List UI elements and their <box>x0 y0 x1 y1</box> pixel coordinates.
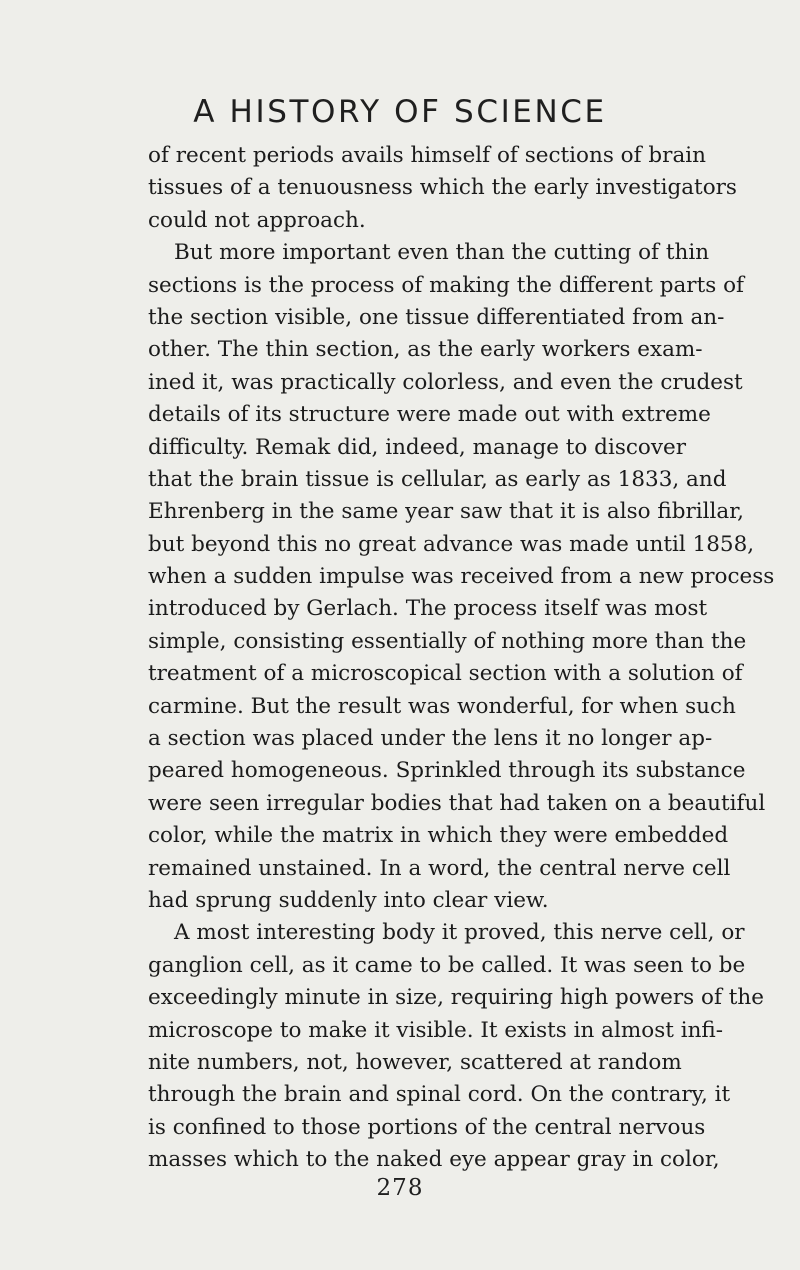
text-line: is confined to those portions of the central nervous <box>148 1114 706 1140</box>
text-line: of recent periods avails himself of sections of brain <box>148 143 707 168</box>
text-line: other. The thin section, as the early workers exam- <box>148 337 703 363</box>
text-line: color, while the matrix in which they were embedded <box>148 823 729 849</box>
text-line: introduced by Gerlach. The process itself was most <box>148 596 708 622</box>
text-line: microscope to make it visible. It exists in almost infi- <box>148 1017 724 1043</box>
text-line: through the brain and spinal cord. On the contrary, it <box>148 1082 731 1108</box>
text-line: peared homogeneous. Sprinkled through its substance <box>148 758 746 784</box>
text-line: were seen irregular bodies that had taken on a beautiful <box>148 790 766 816</box>
body-text <box>148 140 775 1177</box>
text-line: the section visible, one tissue differentiated from an- <box>148 304 725 330</box>
running-head: A HISTORY OF SCIENCE <box>193 94 607 130</box>
text-line: nite numbers, not, however, scattered at random <box>148 1049 682 1075</box>
text-line: carmine. But the result was wonderful, for when such <box>148 693 736 719</box>
text-line: when a sudden impulse was received from a new process <box>148 564 775 590</box>
text-line: ined it, was practically colorless, and even the crudest <box>148 369 743 395</box>
text-line: details of its structure were made out with extreme <box>148 402 711 428</box>
text-line: tissues of a tenuousness which the early investigators <box>148 175 737 201</box>
text-line: sections is the process of making the different parts of <box>148 272 744 298</box>
text-line: simple, consisting essentially of nothing more than the <box>148 628 747 654</box>
text-line: a section was placed under the lens it no longer ap- <box>148 726 713 752</box>
page-number: 278 <box>376 1175 424 1201</box>
text-line: ganglion cell, as it came to be called. It was seen to be <box>148 952 746 978</box>
text-line: Ehrenberg in the same year saw that it is also fibrillar, <box>148 499 744 525</box>
text-line: masses which to the naked eye appear gray in color, <box>148 1147 720 1173</box>
text-line: remained unstained. In a word, the central nerve cell <box>148 855 731 881</box>
text-line: difficulty. Remak did, indeed, manage to discover <box>148 434 686 460</box>
text-line: exceedingly minute in size, requiring high powers of the <box>148 985 764 1011</box>
text-line: treatment of a microscopical section with a solution of <box>148 661 743 687</box>
text-line: that the brain tissue is cellular, as early as 1833, and <box>148 466 727 492</box>
text-line: But more important even than the cutting of thin <box>174 240 710 266</box>
text-line: A most interesting body it proved, this nerve cell, or <box>174 920 745 946</box>
text-line: could not approach. <box>148 207 366 233</box>
text-line: but beyond this no great advance was made until 1858, <box>148 531 755 557</box>
text-line: had sprung suddenly into clear view. <box>148 887 549 913</box>
